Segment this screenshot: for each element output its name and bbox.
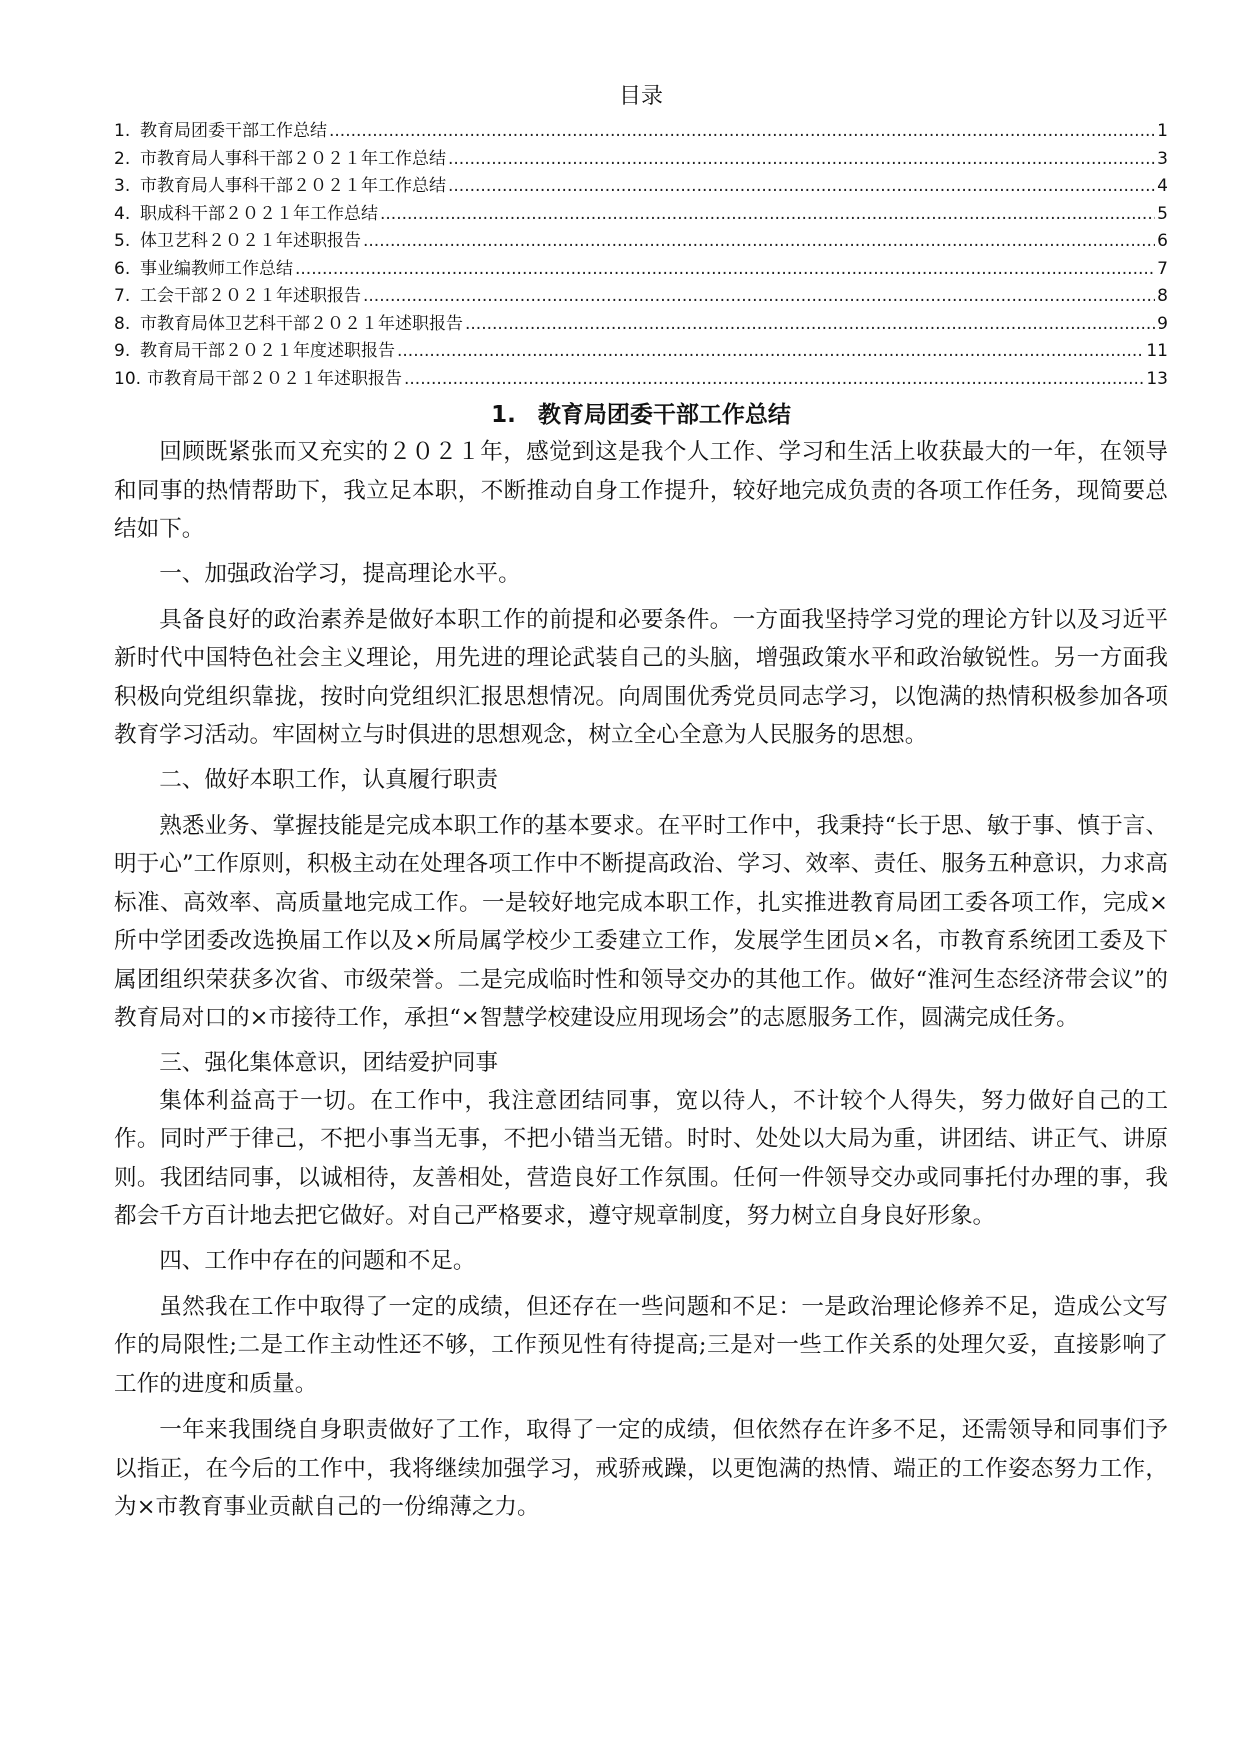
toc-entry-number: 2.: [114, 148, 131, 169]
toc-entry[interactable]: [114, 256, 1168, 284]
toc-entry-title: 市教育局人事科干部２０２１年工作总结: [140, 176, 446, 196]
toc-entry-number: 8.: [114, 313, 131, 334]
toc-leader-dots: [448, 173, 1155, 201]
section-number: 1.: [491, 402, 516, 428]
section-title: 教育局团委干部工作总结: [537, 402, 791, 428]
toc-entry-page: 4: [1157, 176, 1168, 196]
body-paragraph: 回顾既紧张而又充实的２０２１年，感觉到这是我个人工作、学习和生活上收获最大的一年，在领导和同事的热情帮助下，我立足本职，不断推动自身工作提升，较好地完成负责的各项工作任务，现简要总结如下。: [114, 439, 1168, 542]
toc-leader-dots: [380, 201, 1155, 229]
toc-entry-title: 市教育局体卫艺科干部２０２１年述职报告: [140, 313, 463, 334]
toc-leader-dots: [363, 228, 1155, 256]
toc-entry-number: 9.: [114, 341, 131, 361]
toc-entry-page: 13: [1146, 368, 1168, 389]
toc-entry[interactable]: [114, 201, 1168, 229]
section-heading: [114, 399, 1168, 431]
toc-entry[interactable]: [114, 118, 1168, 146]
subsection-heading: 二、做好本职工作，认真履行职责: [159, 766, 499, 793]
toc-entry-title: 工会干部２０２１年述职报告: [140, 286, 361, 306]
toc-entry-number: 7.: [114, 286, 131, 306]
toc-entry[interactable]: [114, 366, 1168, 394]
body-paragraph: 集体利益高于一切。在工作中，我注意团结同事，宽以待人，不计较个人得失，努力做好自己的工作。同时严于律己，不把小事当无事，不把小错当无错。时时、处处以大局为重，讲团结、讲正气、讲原则。我团结同事，以诚相待，友善相处，营造良好工作氛围。任何一件领导交办或同事托付办理的事，我都会千方百计地去把它做好。对自己严格要求，遵守规章制度，努力树立自身良好形象。: [114, 1087, 1168, 1229]
toc-entry-page: 3: [1157, 148, 1168, 169]
toc-entry[interactable]: [114, 173, 1168, 201]
toc-entry-number: 1.: [114, 121, 131, 141]
toc-entry-page: 5: [1157, 203, 1168, 224]
toc-entry-page: 6: [1157, 231, 1168, 251]
toc-entry-number: 4.: [114, 203, 131, 224]
toc-entry-page: 8: [1157, 286, 1168, 306]
document-body: [114, 433, 1168, 1527]
toc-leader-dots: [404, 366, 1144, 394]
body-paragraph: 虽然我在工作中取得了一定的成绩，但还存在一些问题和不足：一是政治理论修养不足，造成公文写作的局限性;二是工作主动性还不够，工作预见性有待提高;三是对一些工作关系的处理欠妥，直接影响了工作的进度和质量。: [114, 1293, 1168, 1397]
table-of-contents: [114, 118, 1168, 393]
toc-leader-dots: [329, 118, 1155, 146]
toc-entry-page: 11: [1146, 341, 1168, 361]
toc-entry-number: 6.: [114, 258, 131, 279]
subsection-heading: 一、加强政治学习，提高理论水平。: [159, 560, 521, 587]
toc-entry[interactable]: [114, 228, 1168, 256]
toc-entry-page: 7: [1157, 258, 1168, 279]
body-paragraph: 一年来我围绕自身职责做好了工作，取得了一定的成绩，但依然存在许多不足，还需领导和同事们予以指正，在今后的工作中，我将继续加强学习，戒骄戒躁，以更饱满的热情、端正的工作姿态努力工作，为×市教育事业贡献自己的一份绵薄之力。: [114, 1417, 1168, 1520]
subsection-heading: 三、强化集体意识，团结爱护同事: [159, 1049, 499, 1076]
toc-leader-dots: [295, 256, 1155, 284]
toc-entry-title: 教育局干部２０２１年度述职报告: [140, 341, 395, 361]
toc-entry[interactable]: [114, 146, 1168, 174]
toc-entry-title: 市教育局人事科干部２０２１年工作总结: [140, 148, 446, 169]
toc-entry-number: 5.: [114, 231, 131, 251]
toc-leader-dots: [465, 311, 1155, 339]
toc-entry[interactable]: [114, 283, 1168, 311]
toc-entry-title: 事业编教师工作总结: [140, 258, 293, 279]
toc-entry-title: 市教育局干部２０２１年述职报告: [147, 368, 402, 389]
toc-leader-dots: [448, 146, 1155, 174]
toc-leader-dots: [397, 338, 1144, 366]
toc-entry-title: 职成科干部２０２１年工作总结: [140, 203, 378, 224]
toc-entry-number: 10.: [114, 368, 142, 389]
toc-entry-title: 体卫艺科２０２１年述职报告: [140, 231, 361, 251]
toc-entry-page: 1: [1157, 121, 1168, 141]
toc-entry[interactable]: [114, 311, 1168, 339]
toc-entry-page: 9: [1157, 313, 1168, 334]
subsection-heading: 四、工作中存在的问题和不足。: [159, 1247, 476, 1274]
body-paragraph: 熟悉业务、掌握技能是完成本职工作的基本要求。在平时工作中，我秉持“长于思、敏于事、慎于言、明于心”工作原则，积极主动在处理各项工作中不断提高政治、学习、效率、责任、服务五种意识，力求高标准、高效率、高质量地完成工作。一是较好地完成本职工作，扎实推进教育局团工委各项工作，完成×所中学团委改选换届工作以及×所局属学校少工委建立工作，发展学生团员×名，市教育系统团工委及下属团组织荣获多次省、市级荣誉。二是完成临时性和领导交办的其他工作。做好“淮河生态经济带会议”的教育局对口的×市接待工作，承担“×智慧学校建设应用现场会”的志愿服务工作，圆满完成任务。: [114, 812, 1168, 1031]
body-paragraph: 具备良好的政治素养是做好本职工作的前提和必要条件。一方面我坚持学习党的理论方针以及习近平新时代中国特色社会主义理论，用先进的理论武装自己的头脑，增强政策水平和政治敏锐性。另一方面我积极向党组织靠拢，按时向党组织汇报思想情况。向周围优秀党员同志学习，以饱满的热情积极参加各项教育学习活动。牢固树立与时俱进的思想观念，树立全心全意为人民服务的思想。: [114, 606, 1168, 748]
toc-entry[interactable]: [114, 338, 1168, 366]
toc-entry-title: 教育局团委干部工作总结: [140, 121, 327, 141]
toc-leader-dots: [363, 283, 1155, 311]
toc-entry-number: 3.: [114, 176, 131, 196]
toc-title: 目录: [618, 84, 663, 109]
